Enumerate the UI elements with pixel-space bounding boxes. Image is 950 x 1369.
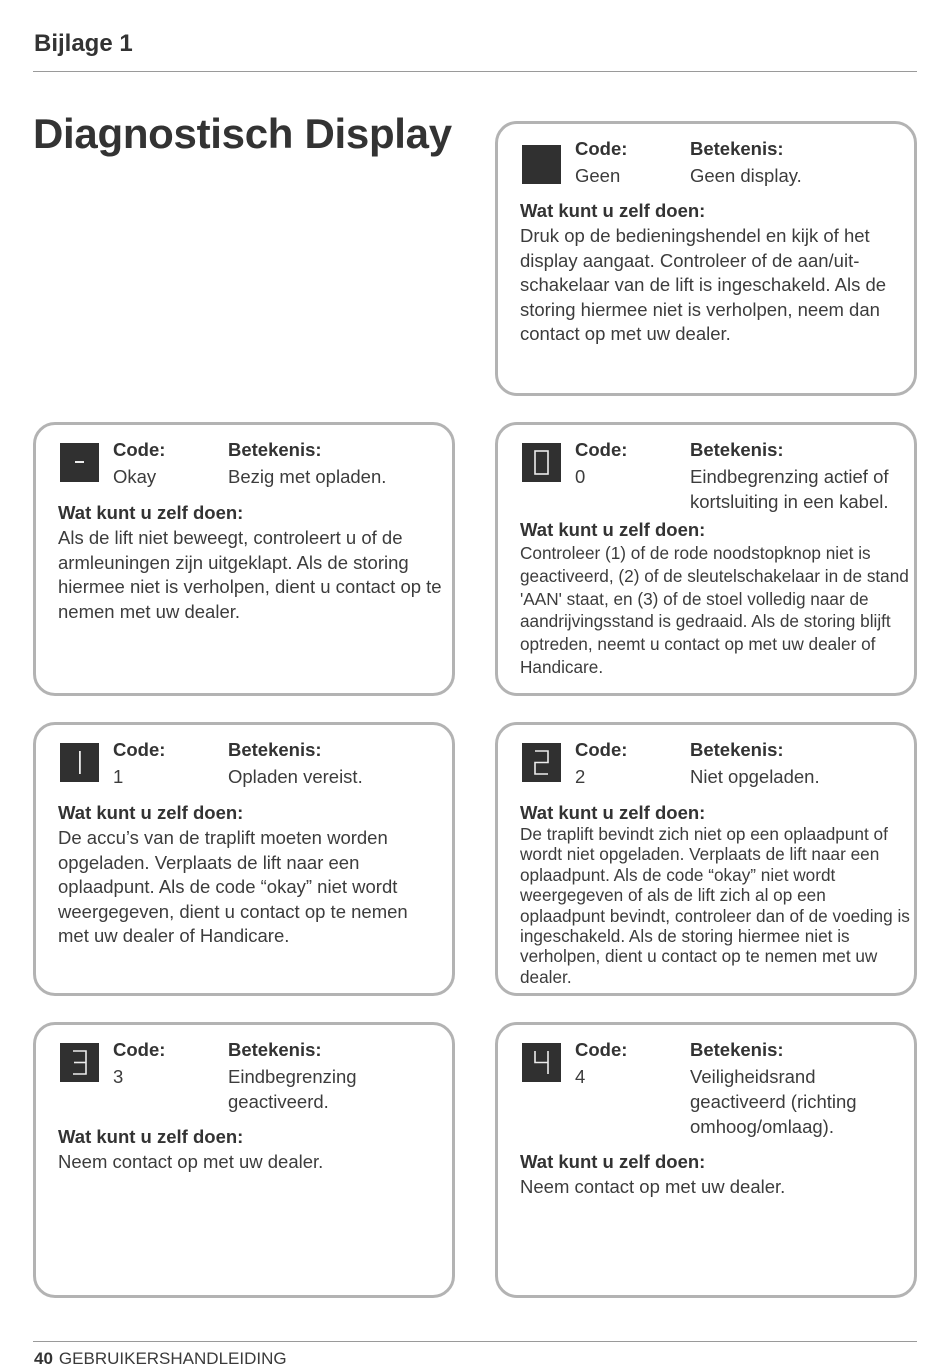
meaning-value: Eindbegrenzing actief of kortsluiting in een kabel.: [690, 466, 889, 512]
meaning-label: Betekenis:: [690, 439, 784, 460]
digit-1-display-icon: [60, 743, 99, 782]
action-heading: Wat kunt u zelf doen:: [520, 802, 706, 823]
action-heading: Wat kunt u zelf doen:: [58, 1126, 244, 1147]
meaning-label: Betekenis:: [690, 138, 784, 159]
code-label: Code:: [113, 1039, 166, 1060]
meaning-value: Veiligheidsrand geactiveerd (richting omhoog/omlaag).: [690, 1066, 857, 1137]
action-heading: Wat kunt u zelf doen:: [520, 200, 706, 221]
meaning-value: Bezig met opladen.: [228, 466, 387, 487]
code-label: Code:: [575, 439, 628, 460]
meaning-label: Betekenis:: [228, 739, 322, 760]
header-divider: [33, 71, 917, 72]
action-text: Controleer (1) of de rode noodstopknop niet is geactiveerd, (2) of de sleutelschakelaar in de stand 'AAN' staat, en (3) of de stoel volledig naar de aandrijvingsstand is gedraaid. Als de storing blijft optreden, neemt u contact op met uw dealer of Handicare.: [520, 543, 909, 677]
page-title: Diagnostisch Display: [33, 110, 452, 157]
page-number: 40: [34, 1349, 53, 1368]
code-value: 4: [575, 1066, 586, 1087]
dash-display-icon: [60, 443, 99, 482]
meaning-label: Betekenis:: [690, 1039, 784, 1060]
code-card-4: [495, 1022, 917, 1298]
code-label: Code:: [575, 739, 628, 760]
code-value: Okay: [113, 466, 157, 487]
action-heading: Wat kunt u zelf doen:: [58, 502, 244, 523]
digit-0-display-icon: [522, 443, 561, 482]
meaning-label: Betekenis:: [228, 1039, 322, 1060]
code-value: Geen: [575, 165, 621, 186]
code-card-2: [495, 722, 917, 996]
code-value: 3: [113, 1066, 124, 1087]
action-text: Druk op de bedieningshendel en kijk of het display aangaat. Controleer of de aan/uit-schakelaar van de lift is ingeschakeld. Als de storing hiermee niet is verholpen, neem dan contact op met uw dealer.: [520, 225, 887, 345]
code-card-3: [33, 1022, 455, 1298]
blank-display-icon: [522, 145, 561, 184]
code-label: Code:: [575, 1039, 628, 1060]
section-title: Bijlage 1: [34, 30, 133, 57]
digit-4-display-icon: [522, 1043, 561, 1082]
action-text: De accu’s van de traplift moeten worden opgeladen. Verplaats de lift naar een oplaadpunt. Als de code “okay” niet wordt weergegeven, dient u contact op te nemen met uw dealer of Handicare.: [58, 827, 408, 947]
meaning-value: Opladen vereist.: [228, 766, 363, 787]
code-value: 2: [575, 766, 586, 787]
digit-2-display-icon: [522, 743, 561, 782]
code-card-1: [33, 722, 455, 996]
code-label: Code:: [113, 439, 166, 460]
action-heading: Wat kunt u zelf doen:: [520, 519, 706, 540]
code-label: Code:: [575, 138, 628, 159]
code-card-0: [495, 422, 917, 696]
action-text: Neem contact op met uw dealer.: [58, 1151, 324, 1172]
code-value: 1: [113, 766, 124, 787]
footer-divider: [33, 1341, 917, 1342]
code-card-none: [495, 121, 917, 396]
code-label: Code:: [113, 739, 166, 760]
document-name: GEBRUIKERSHANDLEIDING: [58, 1349, 287, 1368]
action-text: Neem contact op met uw dealer.: [520, 1176, 786, 1197]
meaning-label: Betekenis:: [228, 439, 322, 460]
action-heading: Wat kunt u zelf doen:: [520, 1151, 706, 1172]
meaning-value: Eindbegrenzing geactiveerd.: [228, 1066, 357, 1112]
action-heading: Wat kunt u zelf doen:: [58, 802, 244, 823]
code-value: 0: [575, 466, 586, 487]
digit-3-display-icon: [60, 1043, 99, 1082]
meaning-value: Niet opgeladen.: [690, 766, 820, 787]
action-text: De traplift bevindt zich niet op een oplaadpunt of wordt niet opgeladen. Verplaats de lift naar een oplaadpunt. Als de code “okay” niet wordt weergegeven of als de lift zich al op een oplaadpunt bevindt, controleer dan of de voeding is ingeschakeld. Als de storing hiermee niet is verholpen, dient u contact op te nemen met uw dealer.: [520, 824, 910, 987]
code-card-okay: [33, 422, 455, 696]
page-footer: [34, 1349, 287, 1369]
meaning-label: Betekenis:: [690, 739, 784, 760]
meaning-value: Geen display.: [690, 165, 802, 186]
action-text: Als de lift niet beweegt, controleert u of de armleuningen zijn uitgeklapt. Als de storing hiermee niet is verholpen, dient u contact op te nemen met uw dealer.: [58, 527, 442, 622]
